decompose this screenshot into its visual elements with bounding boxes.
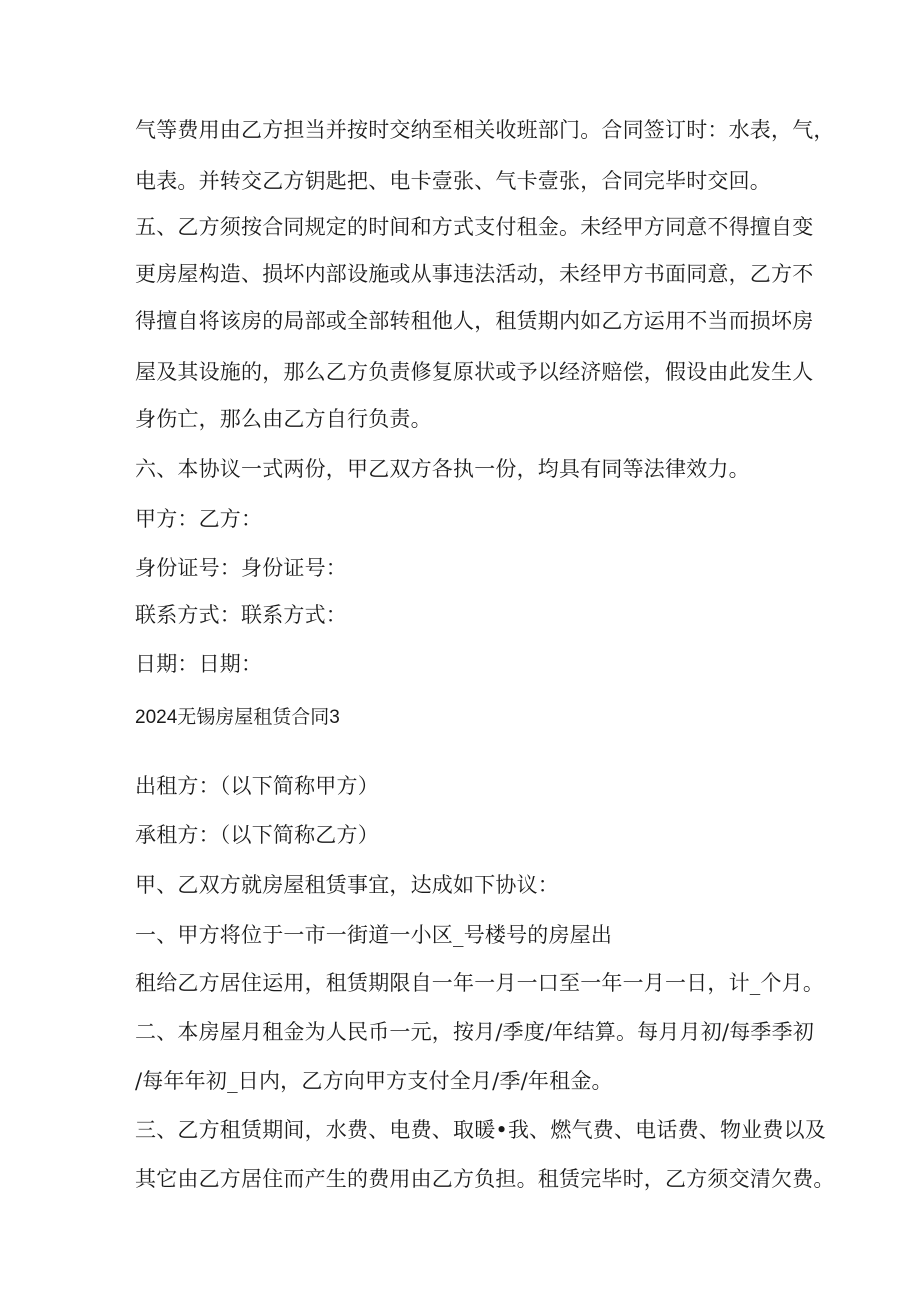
clause-one-line: 一、甲方将位于一市一街道一小区_号楼号的房屋出 [135, 923, 613, 947]
lessee-line: 承租方：（以下简称乙方） [135, 823, 379, 847]
id-number-line: 身份证号：身份证号： [135, 556, 347, 580]
paragraph-line: 屋及其设施的，那么乙方负责修复原状或予以经济赔偿，假设由此发生人 [135, 360, 814, 384]
lessor-line: 出租方：（以下简称甲方） [135, 774, 379, 798]
paragraph-line: 电表。并转交乙方钥匙把、电卡壹张、气卡壹张，合同完毕时交回。 [135, 169, 771, 193]
clause-five-line: 五、乙方须按合同规定的时间和方式支付租金。未经甲方同意不得擅自变 [135, 215, 814, 239]
clause-six-line: 六、本协议一式两份，甲乙双方各执一份，均具有同等法律效力。 [135, 457, 750, 481]
date-line: 日期：日期： [135, 652, 263, 676]
section-title: 2024无锡房屋租赁合同3 [135, 707, 340, 728]
paragraph-line: 气等费用由乙方担当并按时交纳至相关收班部门。合同签订时：水表，气， [135, 118, 835, 142]
paragraph-line: 租给乙方居住运用，租赁期限自一年一月一口至一年一月一日，计_个月。 [135, 971, 825, 995]
signature-party-line: 甲方：乙方： [135, 507, 263, 531]
paragraph-line: /每年年初_日内，乙方向甲方支付全月/季/年租金。 [135, 1069, 613, 1093]
clause-three-line: 三、乙方租赁期间，水费、电费、取暖•我、燃气费、电话费、物业费以及 [135, 1118, 826, 1142]
paragraph-line: 身伤亡，那么由乙方自行负责。 [135, 407, 432, 431]
contact-line: 联系方式：联系方式： [135, 603, 347, 627]
agreement-intro-line: 甲、乙双方就房屋租赁事宜，达成如下协议： [135, 873, 559, 897]
paragraph-line: 更房屋构造、损坏内部设施或从事违法活动，未经甲方书面同意，乙方不 [135, 262, 814, 286]
paragraph-line: 得擅自将该房的局部或全部转租他人，租赁期内如乙方运用不当而损坏房 [135, 309, 814, 333]
paragraph-line: 其它由乙方居住而产生的费用由乙方负担。租赁完毕时，乙方须交清欠费。 [135, 1167, 835, 1191]
clause-two-line: 二、本房屋月租金为人民币一元，按月/季度/年结算。每月月初/每季季初 [135, 1020, 815, 1044]
